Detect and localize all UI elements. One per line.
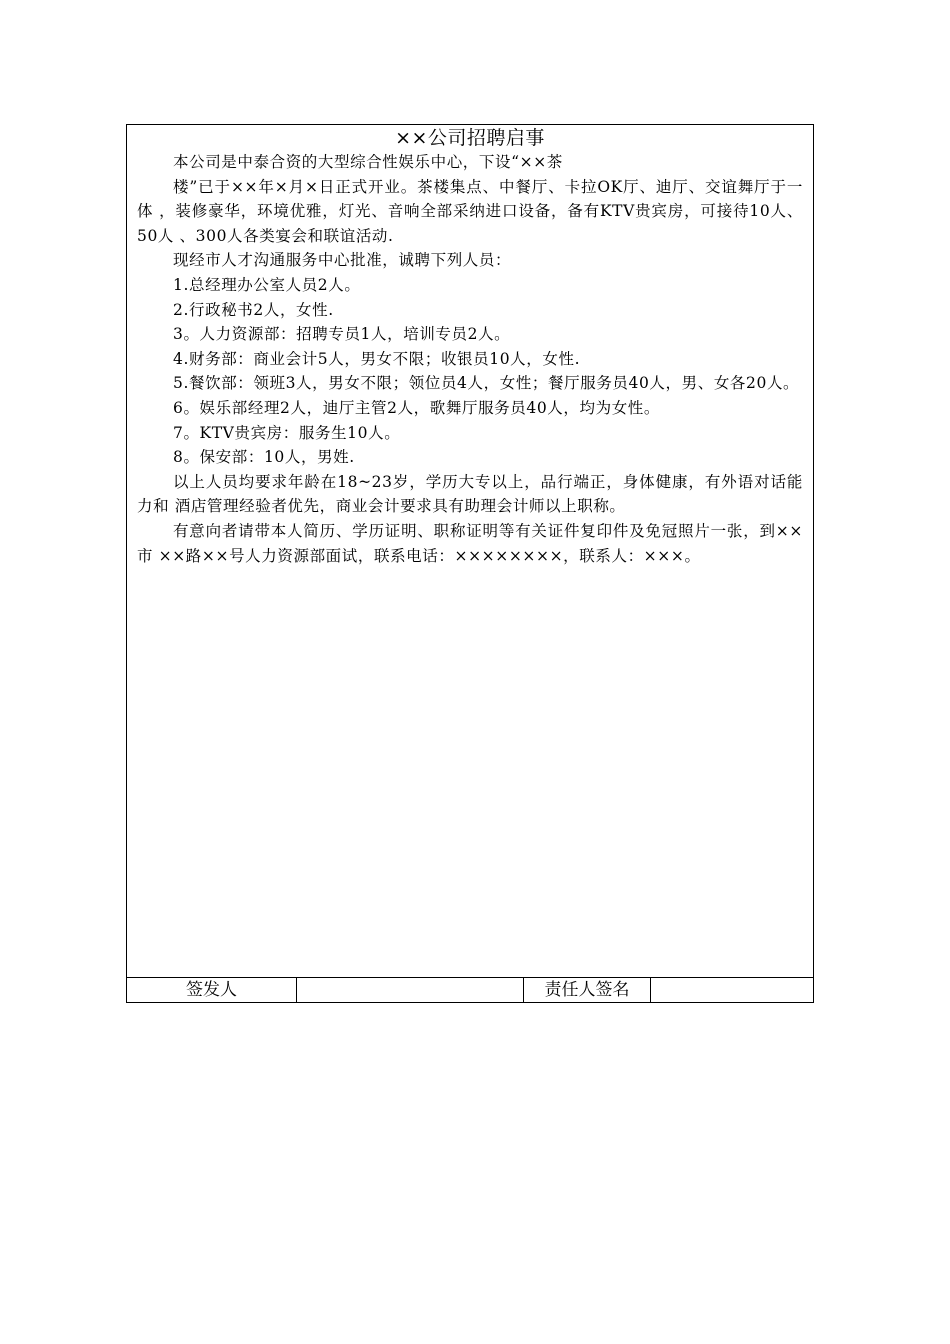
position-item-4: 4.财务部：商业会计5人，男女不限；收银员10人，女性. [173,349,581,368]
position-item-3: 3。人力资源部：招聘专员1人，培训专员2人。 [173,325,511,344]
position-item-7: 7。KTV贵宾房：服务生10人。 [173,423,401,442]
approval-statement: 现经市人才沟通服务中心批准，诚聘下列人员： [173,251,512,270]
position-item-6: 6。娱乐部经理2人，迪厅主管2人，歌舞厅服务员40人，均为女性。 [173,398,661,417]
signature-row [127,977,813,1002]
position-item-8: 8。保安部：10人，男姓. [173,448,355,467]
position-item-2: 2.行政秘书2人，女性. [173,300,334,319]
intro-paragraph-2: 楼”已于××年×月×日正式开业。茶楼集点、中餐厅、卡拉OK厅、迪厅、交谊舞厅于一体 ，装修豪华，环境优雅，灯光、音响全部采纳进口设备，备有KTV贵宾房，可接待10人、50人 、300人各类宴会和联谊活动. [137,177,803,245]
notice-body [127,125,813,979]
responsible-person-signature-field[interactable] [651,978,813,1002]
notice-title: ××公司招聘启事 [395,127,545,149]
intro-paragraph-1: 本公司是中泰合资的大型综合性娱乐中心，下设“××茶 [173,153,563,171]
issuer-label: 签发人 [127,978,297,1002]
issuer-signature-field[interactable] [297,978,524,1002]
recruitment-notice-frame [126,124,814,1003]
responsible-person-label: 责任人签名 [524,978,651,1002]
position-item-5: 5.餐饮部：领班3人，男女不限；领位员4人，女性；餐厅服务员40人，男、女各20人。 [173,374,800,393]
requirements-paragraph: 以上人员均要求年龄在18~23岁，学历大专以上，品行端正，身体健康，有外语对话能力和 酒店管理经验者优先，商业会计要求具有助理会计师以上职称。 [137,472,803,516]
contact-paragraph: 有意向者请带本人简历、学历证明、职称证明等有关证件复印件及免冠照片一张，到××市 ××路××号人力资源部面试，联系电话：××××××××，联系人：×××。 [137,521,803,565]
position-item-1: 1.总经理办公室人员2人。 [173,275,361,294]
